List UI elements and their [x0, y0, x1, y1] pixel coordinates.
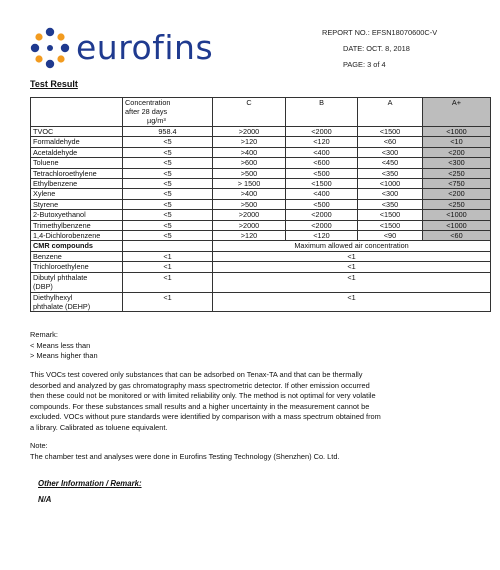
cell-conc: <5: [123, 168, 213, 178]
cell-a: <350: [358, 199, 423, 209]
cell-aplus: <750: [423, 179, 491, 189]
cell-name: 1,4-Dichlorobenzene: [31, 231, 123, 241]
page-number: PAGE: 3 of 4: [343, 60, 386, 69]
table-row: Dibutyl phthalate (DBP) <1 <1: [31, 272, 491, 292]
table-row: [31, 147, 491, 157]
cell-conc: <5: [123, 231, 213, 241]
cell-a: <450: [358, 158, 423, 168]
cell-aplus: <1000: [423, 127, 491, 137]
table-row: [31, 127, 491, 137]
cell-b: <2000: [286, 220, 358, 230]
cell-aplus: <250: [423, 168, 491, 178]
cell-c: >120: [213, 231, 286, 241]
table-row: [31, 158, 491, 168]
cell-b: <1500: [286, 179, 358, 189]
cell-c: >2000: [213, 127, 286, 137]
cell-b: <600: [286, 158, 358, 168]
cell-conc: <5: [123, 137, 213, 147]
cell-aplus: <1000: [423, 220, 491, 230]
table-row: [31, 231, 491, 241]
cell-c: >2000: [213, 220, 286, 230]
cell-name: Trimethylbenzene: [31, 220, 123, 230]
cell-conc: <5: [123, 147, 213, 157]
cell-a: <1500: [358, 127, 423, 137]
cell-conc: <5: [123, 158, 213, 168]
cell-conc: <5: [123, 220, 213, 230]
cell-a: <300: [358, 189, 423, 199]
cell-c: >400: [213, 147, 286, 157]
cell-b: <500: [286, 199, 358, 209]
note-block: [30, 441, 490, 462]
cell-name: Acetaldehyde: [31, 147, 123, 157]
table-row: Benzene <1 <1: [31, 251, 491, 261]
cell-c: >500: [213, 199, 286, 209]
header-class-c: C: [213, 98, 286, 127]
cell-aplus: <60: [423, 231, 491, 241]
cell-aplus: <250: [423, 199, 491, 209]
eurofins-dots-icon: [30, 27, 70, 69]
cell-b: <400: [286, 189, 358, 199]
cell-b: <2000: [286, 127, 358, 137]
header-class-aplus: A+: [423, 98, 491, 127]
cell-c: > 1500: [213, 179, 286, 189]
table-row: [31, 199, 491, 209]
eurofins-logo: [30, 27, 215, 69]
cell-a: <1000: [358, 179, 423, 189]
cell-name: Toluene: [31, 158, 123, 168]
remark-block: [30, 330, 490, 362]
cell-b: <2000: [286, 210, 358, 220]
table-row: [31, 137, 491, 147]
cell-conc: 958.4: [123, 127, 213, 137]
cell-b: <120: [286, 231, 358, 241]
table-header-row: [31, 98, 491, 127]
description-block: This VOCs test covered only substances that can be adsorbed on Tenax-TA and that can be thermally desorbed and analyzed by gas chromatography mass spectrometric detector. If other emission occurred then these could not be monitored or with limited reliability only. The method is not optimal for very volatile compounds. For these substances small results and a higher uncertainty in the measurement cannot be excluded. VOCs without pure standards were identified by comparison with a mass spectrum obtained from a library. Calibrated as toluene equivalent.: [30, 370, 381, 432]
cell-c: >2000: [213, 210, 286, 220]
cell-aplus: <300: [423, 158, 491, 168]
cell-name: Tetrachloroethylene: [31, 168, 123, 178]
cell-c: >600: [213, 158, 286, 168]
other-info-title: Other Information / Remark:: [38, 479, 142, 488]
cell-b: <400: [286, 147, 358, 157]
table-row: [31, 179, 491, 189]
cell-name: Styrene: [31, 199, 123, 209]
remark-line: > Means higher than: [30, 351, 98, 361]
table-row: [31, 210, 491, 220]
header-empty-cell: [31, 98, 123, 127]
table-row: Diethylhexyl phthalate (DEHP) <1 <1: [31, 292, 491, 312]
cell-conc: <5: [123, 199, 213, 209]
cell-conc: <5: [123, 189, 213, 199]
cell-conc: <5: [123, 210, 213, 220]
cell-c: >400: [213, 189, 286, 199]
cell-name: TVOC: [31, 127, 123, 137]
cell-name: Formaldehyde: [31, 137, 123, 147]
cell-a: <60: [358, 137, 423, 147]
cell-name: Xylene: [31, 189, 123, 199]
cell-a: <350: [358, 168, 423, 178]
header-class-a: A: [358, 98, 423, 127]
report-date: DATE: OCT. 8, 2018: [343, 44, 410, 53]
test-result-table: [30, 97, 491, 312]
cell-aplus: <200: [423, 189, 491, 199]
cell-c: >500: [213, 168, 286, 178]
cell-aplus: <1000: [423, 210, 491, 220]
cell-c: >120: [213, 137, 286, 147]
cell-a: <1500: [358, 220, 423, 230]
cmr-label: CMR compounds: [31, 241, 123, 251]
report-number: REPORT NO.: EFSN18070600C-V: [322, 28, 438, 37]
remark-title: Remark:: [30, 330, 58, 339]
table-row: Trichloroethylene <1 <1: [31, 262, 491, 272]
note-title: Note:: [30, 441, 48, 450]
cell-conc: <5: [123, 179, 213, 189]
header-class-b: B: [286, 98, 358, 127]
cmr-max-label: Maximum allowed air concentration: [213, 241, 491, 251]
cell-a: <1500: [358, 210, 423, 220]
cell-aplus: <10: [423, 137, 491, 147]
cell-b: <120: [286, 137, 358, 147]
other-info-value: N/A: [38, 495, 52, 504]
cell-name: 2-Butoxyethanol: [31, 210, 123, 220]
brand-name: eurofins: [76, 28, 214, 67]
remark-line: < Means less than: [30, 340, 91, 350]
cell-b: <500: [286, 168, 358, 178]
cmr-header-row: [31, 241, 491, 251]
table-row: [31, 189, 491, 199]
cell-aplus: <200: [423, 147, 491, 157]
cell-a: <90: [358, 231, 423, 241]
table-row: [31, 220, 491, 230]
section-title: Test Result: [30, 79, 78, 89]
cell-name: Ethylbenzene: [31, 179, 123, 189]
cell-a: <300: [358, 147, 423, 157]
header-concentration: Concentration after 28 days µg/m³: [123, 98, 213, 127]
note-text: The chamber test and analyses were done in Eurofins Testing Technology (Shenzhen) Co. Ltd.: [30, 451, 340, 461]
table-row: [31, 168, 491, 178]
